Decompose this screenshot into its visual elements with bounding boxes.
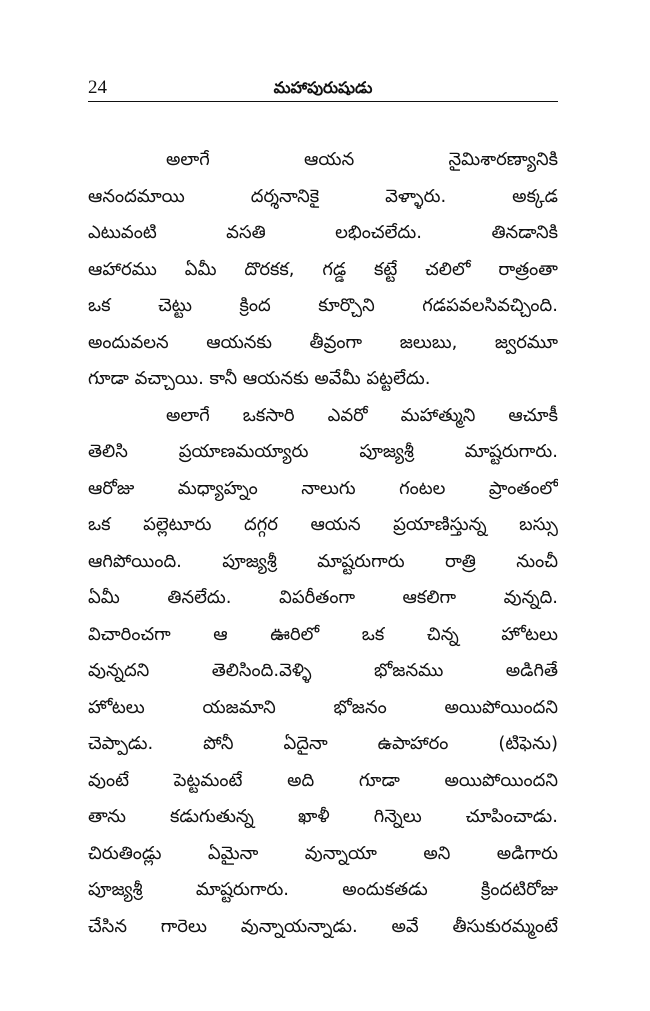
text-line: ఏమీ తినలేదు. విపరీతంగా ఆకలిగా వున్నది. xyxy=(88,587,558,608)
text-line: పూజ్యశ్రీ మాష్టరుగారు. అందుకతడు క్రిందటిరోజు xyxy=(88,879,558,900)
text-line: చిరుతిండ్లు ఏమైనా వున్నాయా అని అడిగారు xyxy=(88,842,558,864)
body-text xyxy=(88,142,558,945)
text-line: ఒక చెట్టు క్రింద కూర్చొని గడపవలసివచ్చింది. xyxy=(88,295,558,316)
text-line: వున్నదని తెలిసింది.వెళ్ళి భోజనము అడిగితే xyxy=(88,660,558,681)
text-line: ఒక పల్లెటూరు దగ్గర ఆయన ప్రయాణిస్తున్న బస్సు xyxy=(88,514,558,535)
running-title: మహాపురుషుడు xyxy=(273,78,373,97)
text-line: హోటలు యజమాని భోజనం అయిపోయిందని xyxy=(88,696,558,718)
text-line: అందువలన ఆయనకు తీవ్రంగా జలుబు, జ్వరమూ xyxy=(88,331,558,353)
text-line: తెలిసి ప్రయాణమయ్యారు పూజ్యశ్రీ మాష్టరుగారు. xyxy=(88,441,558,462)
page-number: 24 xyxy=(88,77,107,98)
text-line: ఆహారము ఏమీ దొరకక, గడ్డ కట్టే చలిలో రాత్రంతా xyxy=(88,258,558,280)
text-line: చెప్పాడు. పోనీ ఏదైనా ఉపాహారం (టిఫెను) xyxy=(88,733,558,754)
page-header xyxy=(88,76,558,102)
text-line: ఆనందమాయి దర్శనానికై వెళ్ళారు. అక్కడ xyxy=(88,185,558,207)
text-line: విచారించగా ఆ ఊరిలో ఒక చిన్న హోటలు xyxy=(88,623,558,645)
text-line: తాను కడుగుతున్న ఖాళీ గిన్నెలు చూపించాడు. xyxy=(88,806,558,827)
text-line: ఆగిపోయింది. పూజ్యశ్రీ మాష్టరుగారు రాత్రి నుంచీ xyxy=(88,550,558,572)
text-line: గూడా వచ్చాయి. కానీ ఆయనకు అవేమీ పట్టలేదు. xyxy=(88,368,431,389)
text-line: చేసిన గారెలు వున్నాయన్నాడు. అవే తీసుకురమ్మంటే xyxy=(88,915,558,937)
text-line: వుంటే పెట్టమంటే అది గూడా అయిపోయిందని xyxy=(88,769,558,791)
header-rule xyxy=(88,101,558,102)
text-line: ఆరోజు మధ్యాహ్నం నాలుగు గంటల ప్రాంతంలో xyxy=(88,477,558,499)
text-line: అలాగే ఒకసారి ఎవరో మహాత్ముని ఆచూకీ xyxy=(166,404,558,426)
text-line: అలాగే ఆయన నైమిశారణ్యానికి xyxy=(166,149,558,170)
text-line: ఎటువంటి వసతి లభించలేదు. తినడానికి xyxy=(88,222,558,243)
